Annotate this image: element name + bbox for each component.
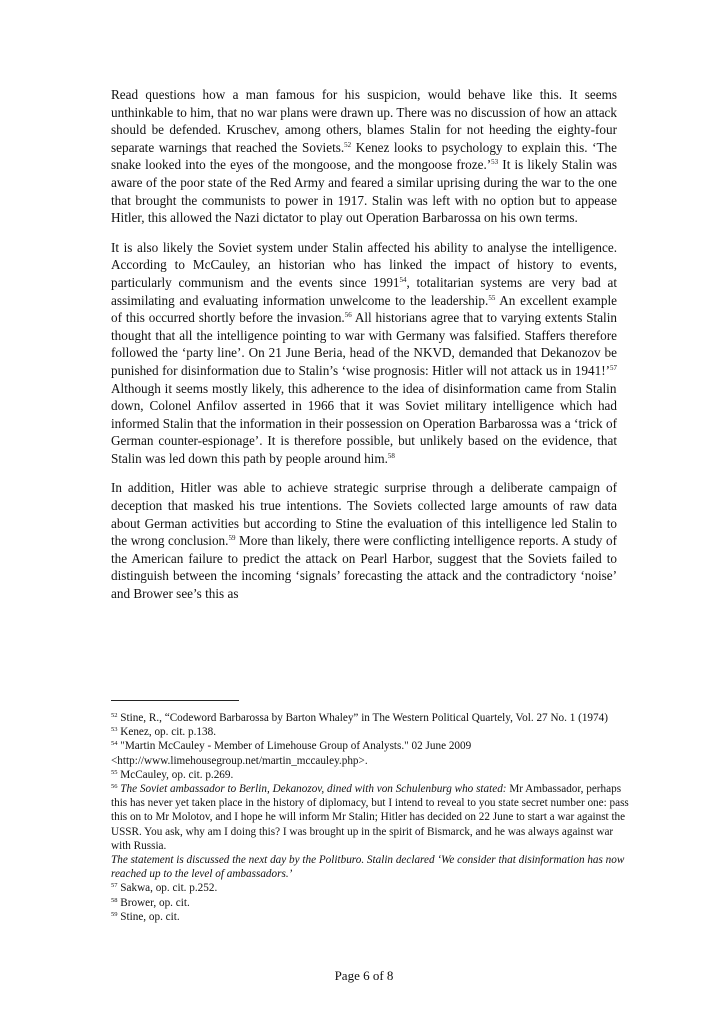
footnotes (111, 700, 631, 924)
footnote-ref: 55 (488, 293, 496, 302)
footnote-text: McCauley, op. cit. p.269. (117, 768, 234, 781)
footnote (111, 910, 631, 924)
footnote-text-italic: The statement is discussed the next day by the Politburo. Stalin declared ‘We consider that disinformation has now reached up to the level of ambassadors.’ (111, 854, 625, 881)
footnote (111, 768, 631, 782)
text-run: It is likely Stalin was aware of the poor state of the Red Army and feared a similar uprising during the war to the one that brought the communists to power in 1917. Stalin was left with no option but to appease Hitler, this allowed the Nazi dictator to play out Operation Barbarossa on his own terms. (111, 157, 617, 226)
footnote-ref: 53 (491, 158, 499, 167)
footnote (111, 711, 631, 725)
footnote-text: Mr Ambassador, perhaps this has never yet taken place in the history of diplomacy, but I intend to reveal to you state secret number one: pass this on to Mr Molotov, and I hope he will inform Mr Stalin; Hitler has decided on 22 June to start a war against the USSR. You ask, why am I doing this? I was brought up in the spirit of Bismarck, and he was always against war with Russia. (111, 783, 629, 852)
footnote (111, 782, 631, 853)
paragraph (111, 86, 617, 227)
footnote-ref: 56 (344, 311, 352, 320)
footnote-number: 58 (111, 896, 118, 904)
text-run: It is also likely the Soviet system under Stalin affected his ability to analyse the intelligence. According to McCauley, an historian who has linked the impact of history to events, particularly communism and the events since 1991 (111, 239, 617, 290)
footnote-number: 59 (111, 910, 118, 918)
footnote (111, 896, 631, 910)
text-run: Read questions how a man famous for his suspicion, would behave like this. It seems unthinkable to him, that no war plans were drawn up. There was no discussion of how an attack should be defended. Kruschev, among others, blames Stalin for not heeding the eighty-four separate warnings that reached the Soviets. (111, 87, 617, 155)
footnote-ref: 52 (344, 140, 352, 149)
text-run: Although it seems mostly likely, this adherence to the idea of disinformation came from Stalin down, Colonel Anfilov asserted in 1966 that it was Soviet military intelligence which had informed Stalin that the information in their possession on Operation Barbarossa was a ‘trick of German counter-espionage’. It is therefore possible, but unlikely based on the evidence, that Stalin was led down this path by people around him. (111, 380, 617, 466)
footnote-ref: 57 (610, 363, 617, 372)
footnote-number: 55 (111, 768, 118, 776)
paragraph (111, 479, 617, 602)
footnote-number: 57 (111, 882, 118, 890)
text-run: All historians agree that to varying extents Stalin thought that all the intelligence pointing to war with Germany was falsified. Staffers therefore followed the ‘party line’. On 21 June Beria, head of the NKVD, demanded that Dekanozov be punished for disinformation due to Stalin’s ‘wise prognosis: Hitler will not attack us in 1941!’ (111, 310, 617, 378)
page-number: Page 6 of 8 (334, 968, 394, 983)
text-run: More than likely, there were conflicting intelligence reports. A study of the American failure to predict the attack on Pearl Harbor, suggest that the Soviets failed to distinguish between the incoming ‘signals’ forecasting the attack and the contradictory ‘noise’ and Brower see’s this as (111, 533, 617, 602)
footnote-number: 53 (111, 726, 118, 734)
footnote-ref: 54 (399, 275, 407, 284)
text-run: An excellent example of this occurred shortly before the invasion. (111, 292, 617, 326)
footnote-text-italic: The Soviet ambassador to Berlin, Dekanozov, dined with von Schulenburg who stated: (117, 783, 507, 796)
text-run: , totalitarian systems are very bad at assimilating and evaluating information unwelcome to the leadership. (111, 274, 617, 308)
footnote-text: Brower, op. cit. (117, 896, 190, 909)
paragraph (111, 239, 617, 468)
text-run: Kenez looks to psychology to explain this. ‘The snake looked into the eyes of the mongoose, and the mongoose froze.’ (111, 139, 617, 173)
footnote-text: "Martin McCauley - Member of Limehouse Group of Analysts." 02 June 2009 <http://www.limehousegroup.net/martin_mccauley.php>. (111, 740, 472, 767)
footnote-text: Kenez, op. cit. p.138. (117, 726, 216, 739)
footnote-continuation (111, 853, 631, 881)
footnote (111, 739, 631, 767)
footnote (111, 725, 631, 739)
text-run: In addition, Hitler was able to achieve strategic surprise through a deliberate campaign of deception that masked his true intentions. The Soviets collected large amounts of raw data about German activities but according to Stine the evaluation of this intelligence led Stalin to the wrong conclusion. (111, 480, 617, 549)
footnote-number: 54 (111, 740, 118, 748)
body-text (111, 86, 617, 615)
footnote (111, 881, 631, 895)
footnote-number: 52 (111, 712, 118, 719)
footnote-ref: 59 (228, 534, 236, 543)
footnote-ref: 58 (387, 451, 395, 460)
footnote-text: Stine, op. cit. (117, 910, 180, 923)
footnote-number: 56 (111, 783, 118, 791)
footnote-text: Sakwa, op. cit. p.252. (117, 882, 218, 895)
footnote-separator (111, 700, 239, 701)
footnote-text: Stine, R., “Codeword Barbarossa by Barton Whaley” in The Western Political Quartely, Vol. 27 No. 1 (1974) (117, 712, 608, 724)
